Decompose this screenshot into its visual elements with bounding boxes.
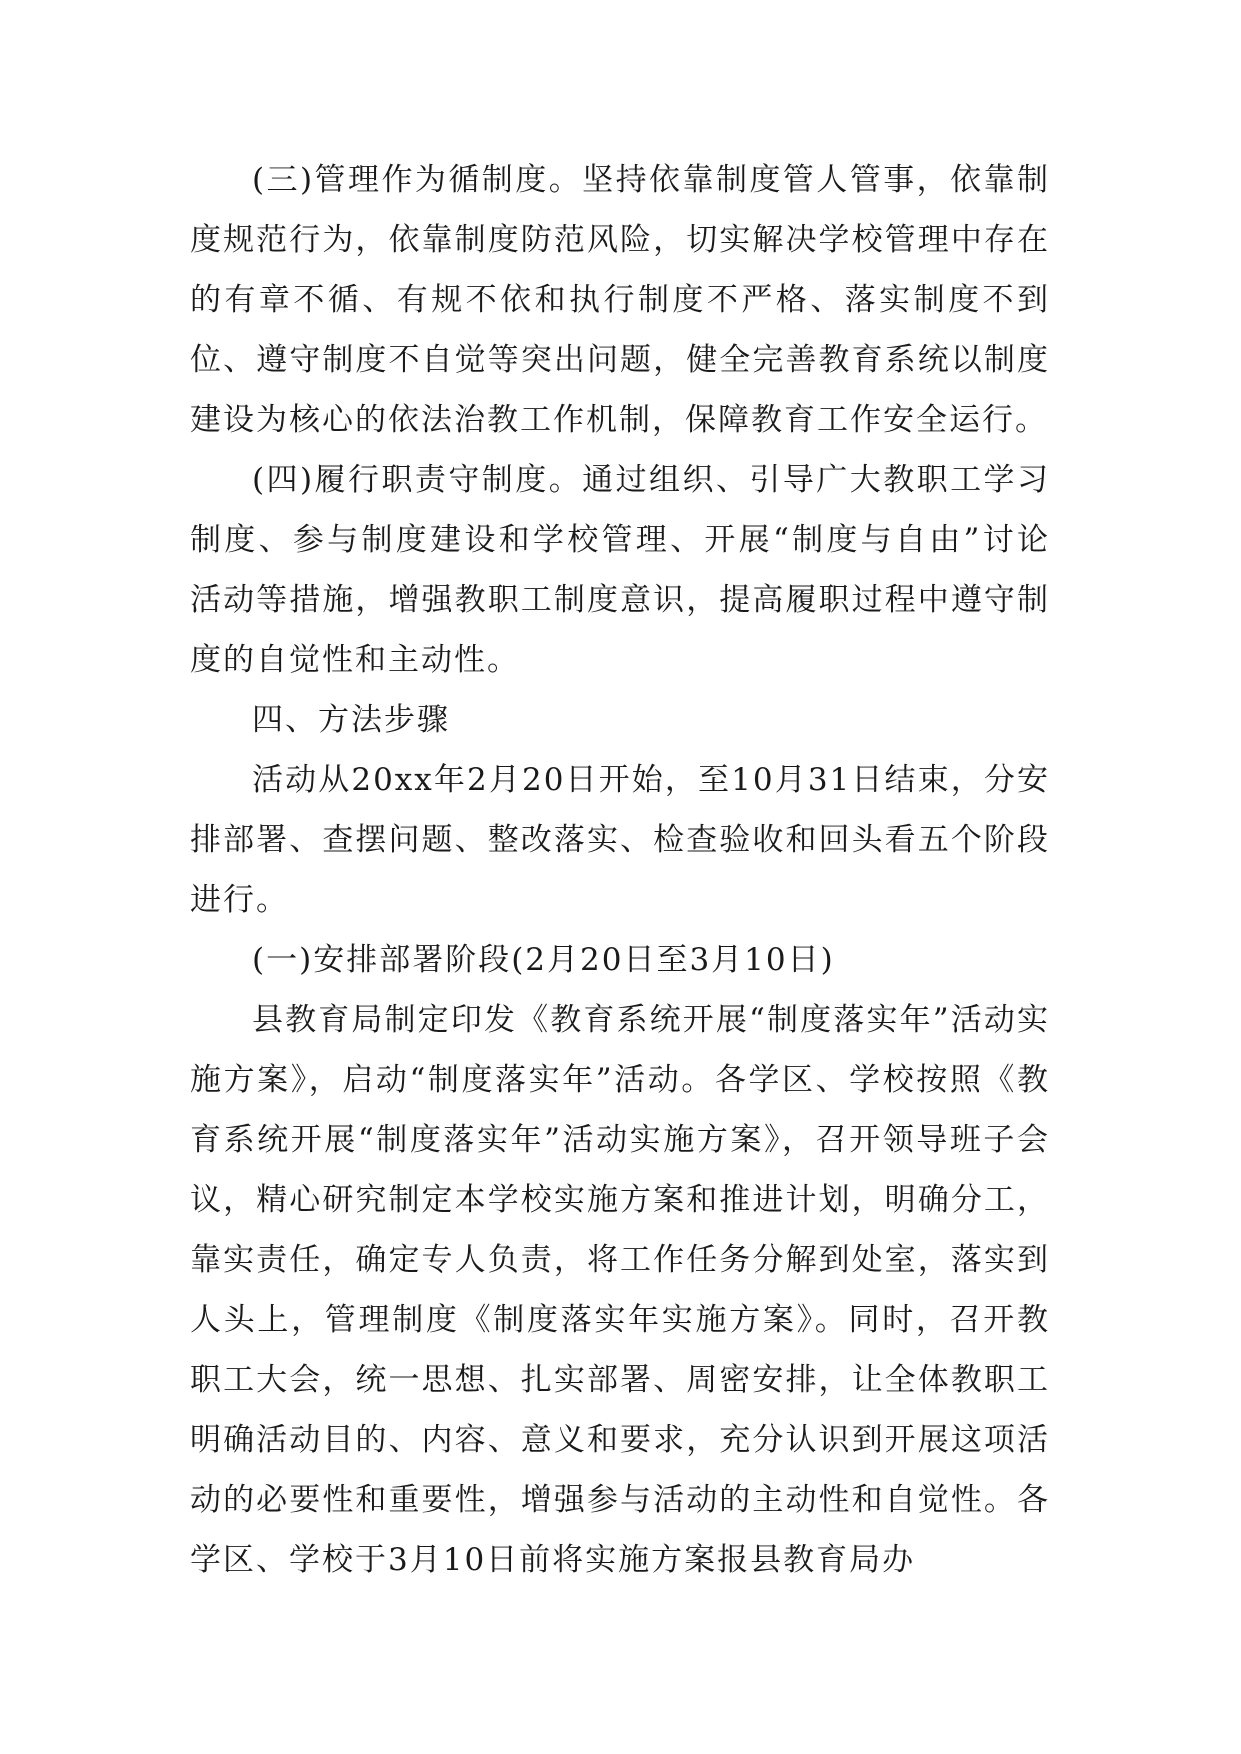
paragraph-deployment-details: 县教育局制定印发《教育系统开展“制度落实年”活动实施方案》，启动“制度落实年”活动。各学区、学校按照《教育系统开展“制度落实年”活动实施方案》，召开领导班子会议，精心研究制定本学校实施方案和推进计划，明确分工，靠实责任，确定专人负责，将工作任务分解到处室，落实到人头上，管理制度《制度落实年实施方案》。同时，召开教职工大会，统一思想、扎实部署、周密安排，让全体教职工明确活动目的、内容、意义和要求，充分认识到开展这项活动的必要性和重要性，增强参与活动的主动性和自觉性。各学区、学校于3月10日前将实施方案报县教育局办	[190, 1002, 1050, 1578]
paragraph-section-three: (三)管理作为循制度。坚持依靠制度管人管事，依靠制度规范行为，依靠制度防范风险，切实解决学校管理中存在的有章不循、有规不依和执行制度不严格、落实制度不到位、遵守制度不自觉等突出问题，健全完善教育系统以制度建设为核心的依法治教工作机制，保障教育工作安全运行。	[190, 162, 1050, 438]
heading-methods-steps: 四、方法步骤	[252, 702, 450, 738]
heading-deployment-stage: (一)安排部署阶段(2月20日至3月10日)	[252, 942, 835, 978]
paragraph-activity-schedule: 活动从20xx年2月20日开始，至10月31日结束，分安排部署、查摆问题、整改落实、检查验收和回头看五个阶段进行。	[190, 762, 1050, 918]
document-page	[190, 150, 1050, 1590]
paragraph-section-four: (四)履行职责守制度。通过组织、引导广大教职工学习制度、参与制度建设和学校管理、开展“制度与自由”讨论活动等措施，增强教职工制度意识，提高履职过程中遵守制度的自觉性和主动性。	[190, 462, 1050, 678]
